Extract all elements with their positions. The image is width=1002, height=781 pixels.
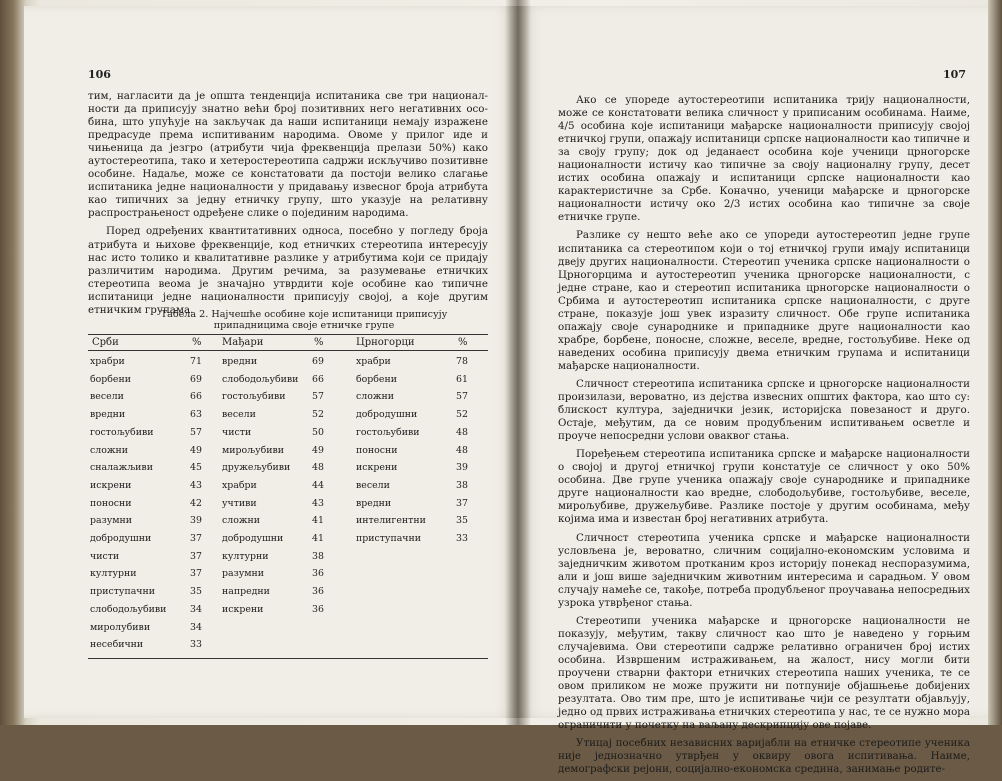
right-paragraph-5: Сличност стереотипа ученика српске и мађарске националности условљена је, вероватно, сличним социјално-економским условима и заједничким животом протканим кроз историју понекад неспоразумима, али и још више заједничким животним интересима и сарадњом. У овом случају намеће се, такође, потреба продубљеног проучавања непосредњих узрока утврђеног стања. — [558, 531, 970, 609]
table-cell-attribute: напредни — [222, 586, 270, 598]
table-cell-percent: 36 — [312, 568, 324, 580]
table-cell-percent: 48 — [456, 426, 468, 438]
table-cell-attribute: гостољубиви — [356, 426, 420, 438]
right-paragraph-1: Ако се упореде аутостереотипи испитаника трију националности, може се констатовати велика сличност у приписаним особинама. Наиме, 4/5 особина које испитаници мађарске националности приписују својој етничкој групи, опажају испитаници српске националности као типичне и за своју групу; док од једанаест особина које ученици црногорске националности истичу као типичне за своју националну групу, десет истих особина опажају и испитаници српске националности као карактеристичне за Србе. Коначно, ученици мађарске и црногорске националности истичу око 2/3 истих особина као типичне за своје етничке групе. — [558, 94, 970, 224]
table-cell-attribute: борбени — [356, 373, 397, 385]
column-header-pct-3: % — [458, 337, 468, 348]
table-cell-attribute: добродушни — [356, 409, 418, 421]
table-cell-attribute: искрени — [222, 603, 264, 615]
table-cell-percent: 57 — [312, 391, 324, 403]
table-cell-percent: 49 — [312, 444, 324, 456]
table-cell-percent: 42 — [190, 497, 202, 509]
table-cell-percent: 37 — [190, 550, 202, 562]
table-cell-percent: 61 — [456, 373, 468, 385]
column-header-hungarians: Мађари — [222, 337, 264, 348]
table-cell-attribute: чисти — [90, 550, 120, 562]
table-cell-attribute: гостољубиви — [90, 426, 154, 438]
table-cell-percent: 36 — [312, 586, 324, 598]
table-cell-attribute: дружељубиви — [222, 462, 291, 474]
table-cell-percent: 48 — [312, 462, 324, 474]
table-top-rule — [88, 334, 488, 335]
table-bottom-rule — [88, 658, 488, 659]
table-cell-attribute: приступачни — [356, 533, 421, 544]
table-cell-attribute: весели — [222, 409, 256, 421]
table-header-rule — [88, 350, 488, 351]
table-cell-attribute: интелигентни — [356, 515, 426, 527]
right-paragraph-6: Стереотипи ученика мађарске и црногорске националности не показују, међутим, такву сличност као што је наведено у горњим случајевима. Ови стереотипи садрже релативно ограничен број истих особина. Извршеним истраживањем, на жалост, нису могли бити проучени стварни фактори етничких стереотипа наших ученика, те се овом приликом не може пружити ни потпуније објашњење добијених резултата. Ово тим пре, што је испитивање чији се резултати објављују, једно од првих истраживања етничких стереотипа у нас, те се нужно мора ограничити у почетку на ваљану дескрипцију ове појаве. — [558, 614, 970, 732]
right-paragraph-4: Поређењем стереотипа испитаника српске и мађарске националности о својој и другој етничкој групи констатује се сличност у око 50% особина. Две групе ученика опажају своје сународнике и припаднике друге националности као вредне, слободољубиве, гостољубиве, веселе, мирољубиве, дружељубиве. Разлике постоје у другим особинама, међу којима има и известан број негативних атрибута. — [558, 448, 970, 526]
table-cell-percent: 37 — [190, 568, 202, 580]
table-cell-attribute: храбри — [222, 479, 257, 491]
table-cell-attribute: поносни — [90, 497, 132, 509]
left-page-text — [88, 90, 488, 322]
table-cell-percent: 48 — [456, 444, 468, 456]
table-cell-percent: 45 — [190, 462, 202, 474]
table-cell-attribute: културни — [222, 550, 269, 562]
table-cell-percent: 78 — [456, 356, 468, 367]
table-cell-attribute: разумни — [90, 515, 133, 527]
table-cell-percent: 33 — [456, 533, 468, 544]
page-number-left: 106 — [88, 68, 111, 81]
table-cell-percent: 34 — [190, 603, 202, 615]
right-paragraph-7: Утицај посебних независних варијабли на етничке стереотипе ученика није једнозначно утврђен у оквиру овога испитивања. Наиме, демографски рејони, социјално-економска средина, занимање родите- — [558, 737, 970, 776]
table-cell-attribute: добродушни — [222, 533, 284, 544]
table-cell-attribute: миролубиви — [90, 621, 151, 633]
table-cell-percent: 43 — [190, 479, 202, 491]
table-cell-percent: 52 — [312, 409, 324, 421]
table-cell-attribute: искрени — [90, 479, 132, 491]
table-cell-percent: 71 — [190, 356, 202, 367]
table-cell-attribute: разумни — [222, 568, 265, 580]
right-paragraph-3: Сличност стереотипа испитаника српске и црногорске националности произилази, вероватно, из дејства извесних општих фактора, као што су: блискост култура, заједнички језик, историјска повезаност и друго. Остаје, међутим, да се новим продубљеним испитивањем осветле и проуче непосредни услови оваквог стања. — [558, 377, 970, 443]
table-cell-percent: 37 — [456, 497, 468, 509]
table-cell-attribute: несебични — [90, 639, 144, 651]
table-cell-percent: 57 — [456, 391, 468, 403]
table-cell-attribute: сналажљиви — [90, 462, 153, 474]
table-cell-percent: 41 — [312, 515, 324, 527]
column-header-serbs: Срби — [92, 337, 119, 348]
table-cell-percent: 49 — [190, 444, 202, 456]
column-header-montenegrins: Црногорци — [356, 337, 415, 348]
table-cell-attribute: добродушни — [90, 533, 152, 544]
table-cell-attribute: сложни — [222, 515, 260, 527]
book-edge — [988, 0, 1002, 725]
table-cell-percent: 69 — [190, 373, 202, 385]
table-cell-attribute: учтиви — [222, 497, 257, 509]
table-cell-attribute: весели — [356, 479, 390, 491]
table-cell-attribute: вредни — [90, 409, 126, 421]
table-cell-attribute: културни — [90, 568, 137, 580]
table-cell-percent: 39 — [190, 515, 202, 527]
left-paragraph-2: Поред одређених квантитативних односа, посебно у погледу броја атрибута и њихове фреквенције, код етничких стереотипа интересују нас исто толико и квалитативне разлике у атрибутима који се придају различитим народима. Другим речима, за разумевање етничких стереотипа веома је значајно утврдити које особине као типичне испитаници једне националности приписују својој, а које другим етничким групама. — [88, 225, 488, 316]
table-cell-percent: 38 — [456, 479, 468, 491]
table-cell-percent: 33 — [190, 639, 202, 651]
table-cell-attribute: сложни — [356, 391, 394, 403]
table-cell-attribute: борбени — [90, 373, 131, 385]
table-cell-percent: 34 — [190, 621, 202, 633]
right-page — [518, 6, 988, 776]
table-caption: Табела 2. Најчешће особине које испитаници приписују припадницима своје етничке групе — [160, 309, 448, 331]
table-cell-attribute: слободољубиви — [222, 373, 299, 385]
table-cell-percent: 37 — [190, 533, 202, 544]
table-cell-percent: 39 — [456, 462, 468, 474]
table-cell-attribute: вредни — [222, 356, 258, 367]
table-cell-attribute: чисти — [222, 426, 252, 438]
left-paragraph-1: тим, нагласити да је општа тенденција испитаника све три национал-ности да приписују знатно већи број позитивних него негативних осо-бина, што упућује на закључак да наши испитаници немају изражене предрасуде према испитиваним народима. Овоме у прилог иде и чињеница да језгро (атрибути чија фреквенција прелази 50%) како аутостереотипа, тако и хетеростереотипа садржи искључиво позитивне особине. Надаље, може се констатовати да постоји велико слагање испитаника једне националности у придавању извесног броја атрибута као типичних за једну етничку групу, што указује на релативну распрострањеност одређене слике о појединим народима. — [88, 90, 488, 220]
right-page-text — [558, 94, 970, 781]
table-cell-attribute: храбри — [356, 356, 391, 367]
table-cell-percent: 63 — [190, 409, 202, 421]
table-cell-percent: 57 — [190, 426, 202, 438]
table-cell-percent: 36 — [312, 603, 324, 615]
page-number-right: 107 — [943, 68, 966, 81]
table-cell-percent: 52 — [456, 409, 468, 421]
table-cell-percent: 66 — [190, 391, 202, 403]
table-cell-attribute: весели — [90, 391, 124, 403]
table-cell-attribute: искрени — [356, 462, 398, 474]
table-cell-percent: 38 — [312, 550, 324, 562]
table-cell-percent: 44 — [312, 479, 324, 491]
table-cell-percent: 66 — [312, 373, 324, 385]
table-cell-percent: 35 — [190, 586, 202, 598]
book-gutter — [505, 0, 531, 725]
right-paragraph-2: Разлике су нешто веће ако се упореди аутостереотип једне групе испитаника са стереотипом који о тој етничкој групи имају испитаници двеју других националности. Стереотип ученика српске националности о Црногорцима и аутостереотип ученика црногорске националности, с једне стране, као и стереотип испитаника црногорске националности о Србима и аутостереотип испитаника српске националности, с друге стране, показује још увек изразиту сличност. Обе групе испитаника опажају своје сународнике и припаднике друге националности као храбре, борбене, поносне, сложне, веселе, вредне, гостољубиве. Неке од наведених особина приписују двема етничким групама и испитаници мађарске националности. — [558, 229, 970, 372]
table-cell-attribute: сложни — [90, 444, 128, 456]
table-cell-attribute: слободољубиви — [90, 603, 167, 615]
table-cell-percent: 43 — [312, 497, 324, 509]
table-cell-percent: 35 — [456, 515, 468, 527]
table-cell-attribute: поносни — [356, 444, 398, 456]
table-cell-attribute: гостољубиви — [222, 391, 286, 403]
column-header-pct-2: % — [314, 337, 324, 348]
table-cell-attribute: вредни — [356, 497, 392, 509]
table-cell-percent: 50 — [312, 426, 324, 438]
table-cell-attribute: мирољубиви — [222, 444, 285, 456]
table-cell-percent: 69 — [312, 356, 324, 367]
table-cell-attribute: приступачни — [90, 586, 155, 598]
column-header-pct-1: % — [192, 337, 202, 348]
table-cell-percent: 41 — [312, 533, 324, 544]
table-cell-attribute: храбри — [90, 356, 125, 367]
